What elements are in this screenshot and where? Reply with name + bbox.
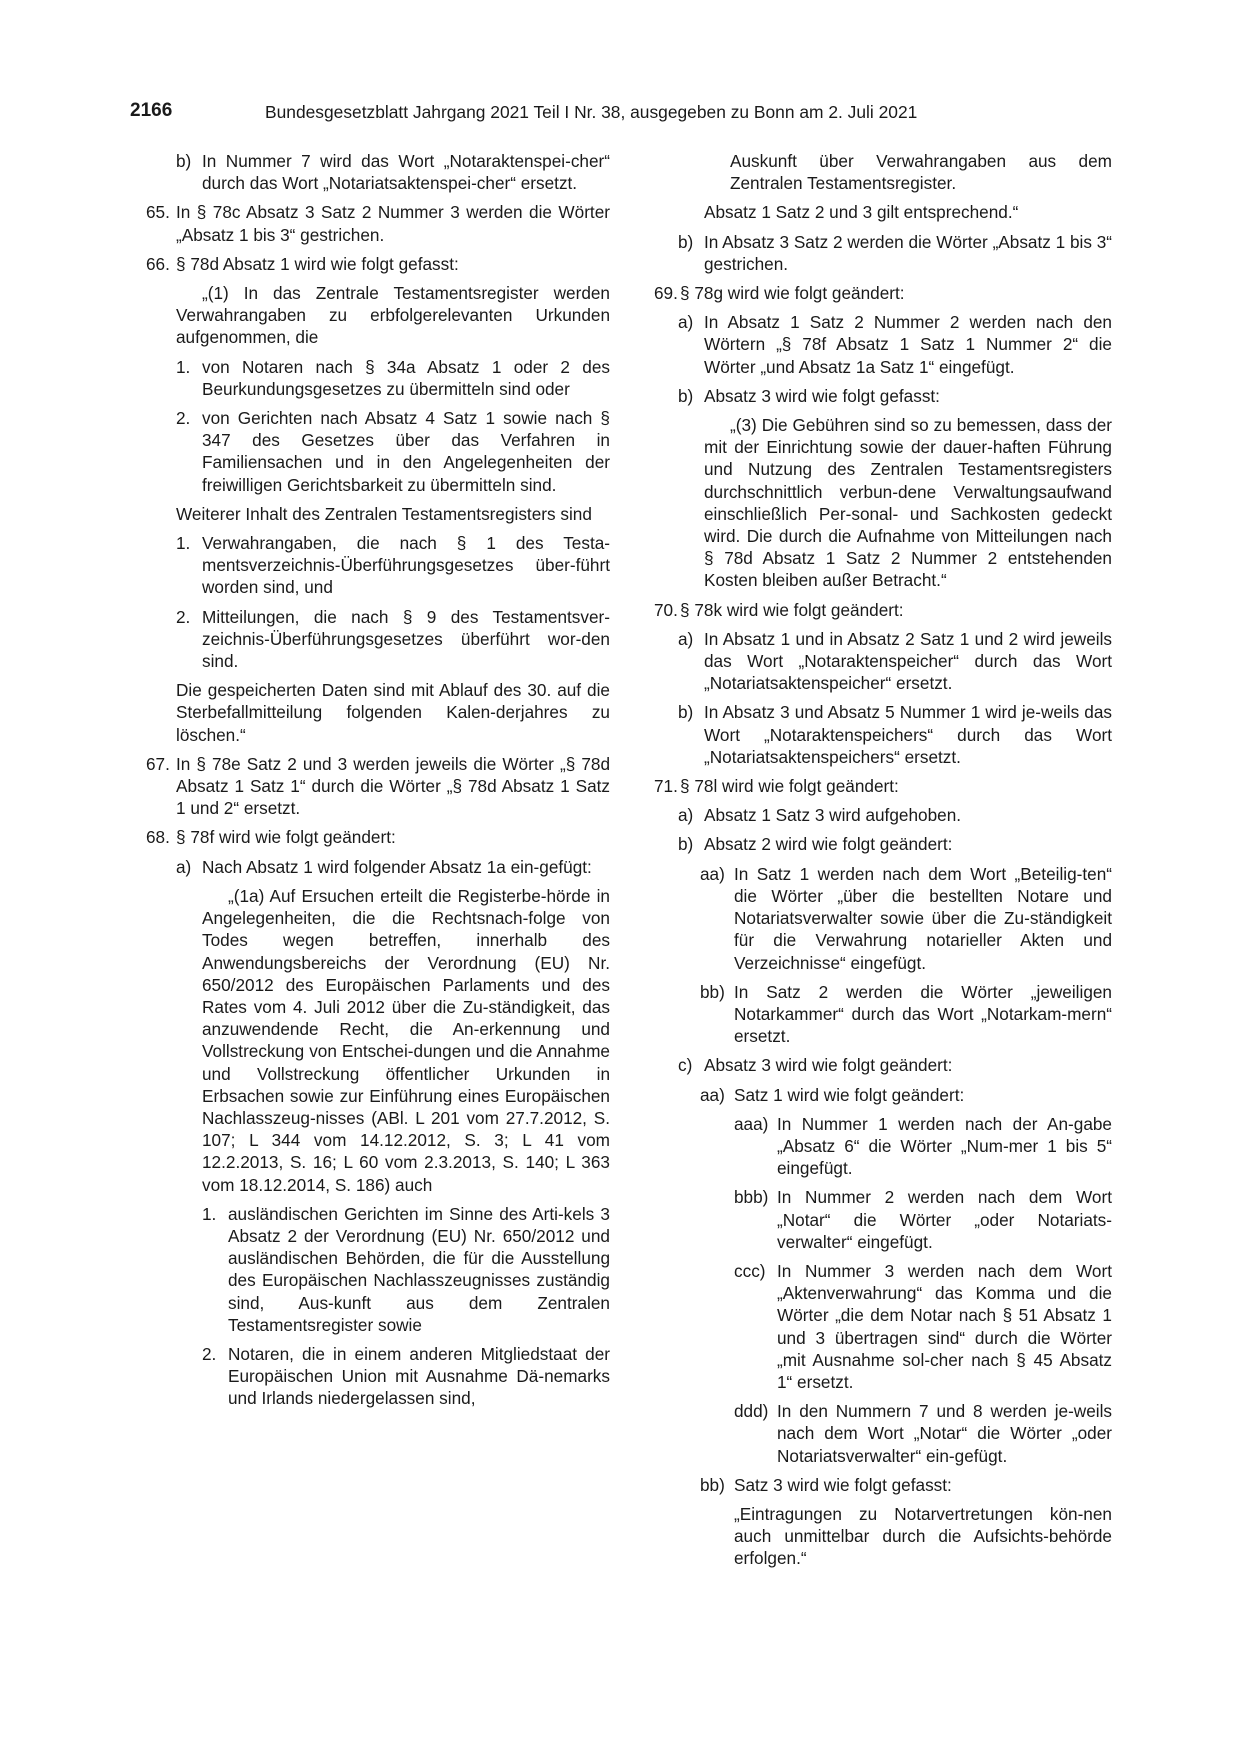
list-item — [146, 753, 610, 820]
list-item — [654, 599, 1112, 621]
item-text: In § 78e Satz 2 und 3 werden jeweils die Wörter „§ 78d Absatz 1 Satz 1“ durch die Wörter „§ 78d Absatz 1 Satz 1 und 2“ ersetzt. — [176, 753, 610, 819]
list-item — [654, 1186, 1112, 1253]
paragraph — [654, 201, 1112, 223]
item-label: a) — [176, 856, 192, 877]
item-label: aaa) — [734, 1113, 769, 1134]
item-label: 65. — [146, 202, 170, 223]
item-text: In Nummer 3 werden nach dem Wort „Aktenverwahrung“ das Komma und die Wörter „die dem Notar nach § 51 Absatz 1 und 3 übertragen sind“ durch die Wörter „mit Ausnahme sol-cher nach § 45 Absatz 1“ ersetzt. — [777, 1260, 1112, 1392]
item-label: 2. — [202, 1343, 217, 1364]
item-text: § 78k wird wie folgt geändert: — [680, 599, 904, 620]
item-text: Absatz 1 Satz 3 wird aufgehoben. — [704, 805, 962, 826]
item-label: 71. — [654, 776, 678, 797]
list-item — [146, 826, 610, 848]
item-text: In Satz 1 werden nach dem Wort „Beteilig-ten“ die Wörter „über die bestellten Notare und Notariatsverwalter sowie über die Zu-ständigkeit für die Verwahrung notarieller Akten und Verzeichnisse“ eingefügt. — [734, 863, 1112, 973]
left-column — [146, 150, 610, 1417]
item-label: 2. — [176, 408, 191, 429]
item-text: Notaren, die in einem anderen Mitgliedstaat der Europäischen Union mit Ausnahme Dä-nemarks und Irlands niedergelassen sind, — [228, 1343, 610, 1409]
paragraph — [146, 885, 610, 1196]
list-item — [654, 1400, 1112, 1467]
list-item — [654, 701, 1112, 768]
item-label: 66. — [146, 253, 170, 274]
item-text: In Satz 2 werden die Wörter „jeweiligen Notarkammer“ durch das Wort „Notarkam-mern“ ersetzt. — [734, 981, 1112, 1047]
list-item — [654, 804, 1112, 826]
item-text: „(1a) Auf Ersuchen erteilt die Registerbe-hörde in Angelegenheiten, die die Rechtsnach-folge von Todes wegen betreffen, innerhalb des Anwendungsbereichs der Verordnung (EU) Nr. 650/2012 des Europäischen Parlaments und des Rates vom 4. Juli 2012 über die Zu-ständigkeit, das anzuwendende Recht, die An-erkennung und Vollstreckung von Entschei-dungen und die Annahme und Vollstreckung öffentlicher Urkunden in Erbsachen sowie zur Einführung eines Europäischen Nachlasszeug-nisses (ABl. L 201 vom 27.7.2012, S. 107; L 344 vom 14.12.2012, S. 3; L 41 vom 12.2.2013, S. 16; L 60 vom 2.3.2013, S. 140; L 363 vom 18.12.2014, S. 186) auch — [202, 885, 610, 1195]
item-text: In Nummer 2 werden nach dem Wort „Notar“ die Wörter „oder Notariats-verwalter“ eingefügt. — [777, 1187, 1112, 1252]
list-item — [654, 628, 1112, 695]
paragraph — [654, 1503, 1112, 1570]
list-item — [654, 1084, 1112, 1106]
list-item — [654, 385, 1112, 407]
list-item — [654, 1260, 1112, 1393]
item-text: „(3) Die Gebühren sind so zu bemessen, dass der mit der Einrichtung sowie der dauer-haften Führung und Nutzung des Zentralen Testamentsregisters durchschnittlich verbun-dene Verwaltungsaufwand einschließlich Per-sonal- und Sachkosten gedeckt wird. Die durch die Aufnahme von Mitteilungen nach § 78d Absatz 1 Satz 2 Nummer 2 entstehenden Kosten bleiben außer Betracht.“ — [704, 415, 1112, 591]
list-item — [146, 856, 610, 878]
list-item — [146, 606, 610, 673]
item-text: Mitteilungen, die nach § 9 des Testamentsver-zeichnis-Überführungsgesetzes überführt wor-den sind. — [202, 606, 610, 672]
list-item — [146, 407, 610, 496]
list-item — [654, 775, 1112, 797]
item-label: 67. — [146, 753, 170, 774]
list-item — [654, 1474, 1112, 1496]
item-text: § 78f wird wie folgt geändert: — [176, 827, 396, 848]
item-label: 70. — [654, 599, 678, 620]
item-label: a) — [678, 805, 694, 826]
page-number: 2166 — [130, 100, 173, 121]
item-text: ausländischen Gerichten im Sinne des Arti-kels 3 Absatz 2 der Verordnung (EU) Nr. 650/2012 und ausländischen Behörden, die für die Ausstellung des Europäischen Nachlasszeugnisses zuständig sind, Aus-kunft aus dem Zentralen Testamentsregister sowie — [228, 1203, 610, 1335]
item-label: 1. — [176, 356, 191, 377]
item-label: b) — [678, 231, 694, 252]
item-text: In Absatz 1 und in Absatz 2 Satz 1 und 2 wird jeweils das Wort „Notaraktenspeicher“ durch das Wort „Notariatsaktenspeicher“ ersetzt. — [704, 628, 1112, 694]
item-text: Absatz 1 Satz 2 und 3 gilt entsprechend.“ — [704, 202, 1019, 223]
item-text: Auskunft über Verwahrangaben aus dem Zentralen Testamentsregister. — [730, 151, 1112, 194]
item-text: Satz 3 wird wie folgt gefasst: — [734, 1474, 952, 1495]
list-item — [654, 282, 1112, 304]
list-item — [654, 1113, 1112, 1180]
item-text: Absatz 3 wird wie folgt geändert: — [704, 1055, 953, 1076]
paragraph — [146, 679, 610, 746]
item-label: 68. — [146, 827, 170, 848]
list-item — [654, 1054, 1112, 1076]
list-item — [146, 150, 610, 194]
item-text: Verwahrangaben, die nach § 1 des Testa-mentsverzeichnis-Überführungsgesetzes über-führt worden sind, und — [202, 533, 610, 598]
list-item — [654, 833, 1112, 855]
item-label: 2. — [176, 606, 191, 627]
item-label: bb) — [700, 981, 725, 1002]
list-item — [146, 532, 610, 599]
list-item — [146, 1343, 610, 1410]
list-item — [146, 253, 610, 275]
item-text: § 78d Absatz 1 wird wie folgt gefasst: — [176, 253, 459, 274]
item-text: In Absatz 3 und Absatz 5 Nummer 1 wird je-weils das Wort „Notaraktenspeichers“ durch das Wort „Notariatsaktenspeichers“ ersetzt. — [704, 702, 1112, 767]
item-label: aa) — [700, 1084, 725, 1105]
item-label: bb) — [700, 1474, 725, 1495]
item-text: In Absatz 3 Satz 2 werden die Wörter „Absatz 1 bis 3“ gestrichen. — [704, 231, 1112, 274]
paragraph — [654, 414, 1112, 592]
list-item — [654, 231, 1112, 275]
item-label: a) — [678, 628, 694, 649]
list-item — [654, 311, 1112, 378]
item-label: aa) — [700, 863, 725, 884]
list-item — [146, 1203, 610, 1336]
paragraph — [146, 282, 610, 349]
item-label: ddd) — [734, 1401, 769, 1422]
item-text: Absatz 3 wird wie folgt gefasst: — [704, 385, 940, 406]
item-text: Satz 1 wird wie folgt geändert: — [734, 1084, 965, 1105]
item-label: b) — [176, 151, 192, 171]
item-text: Absatz 2 wird wie folgt geändert: — [704, 834, 953, 855]
item-text: § 78g wird wie folgt geändert: — [680, 283, 905, 304]
item-label: 1. — [202, 1203, 217, 1224]
item-label: 1. — [176, 533, 191, 554]
item-text: Nach Absatz 1 wird folgender Absatz 1a ein-gefügt: — [202, 856, 592, 877]
right-column — [654, 150, 1112, 1577]
list-item — [146, 356, 610, 400]
running-title: Bundesgesetzblatt Jahrgang 2021 Teil I Nr. 38, ausgegeben zu Bonn am 2. Juli 2021 — [265, 102, 918, 122]
item-text: Die gespeicherten Daten sind mit Ablauf des 30. auf die Sterbefallmitteilung folgenden Kalen-derjahres zu löschen.“ — [176, 680, 610, 745]
item-text: In § 78c Absatz 3 Satz 2 Nummer 3 werden die Wörter „Absatz 1 bis 3“ gestrichen. — [176, 202, 610, 245]
paragraph — [146, 503, 610, 525]
paragraph — [654, 150, 1112, 194]
item-text: In den Nummern 7 und 8 werden je-weils nach dem Wort „Notar“ die Wörter „oder Notariatsverwalter“ ein-gefügt. — [777, 1401, 1112, 1466]
item-text: von Notaren nach § 34a Absatz 1 oder 2 des Beurkundungsgesetzes zu übermitteln sind oder — [202, 356, 610, 399]
item-label: c) — [678, 1055, 693, 1076]
item-label: b) — [678, 834, 694, 855]
item-label: a) — [678, 312, 694, 333]
item-label: b) — [678, 702, 694, 723]
item-text: „(1) In das Zentrale Testamentsregister werden Verwahrangaben zu erbfolgerelevanten Urkunden aufgenommen, die — [176, 283, 610, 348]
item-text: In Nummer 7 wird das Wort „Notaraktenspei-cher“ durch das Wort „Notariatsaktenspei-cher“ ersetzt. — [202, 151, 610, 194]
item-text: In Nummer 1 werden nach der An-gabe „Absatz 6“ die Wörter „Num-mer 1 bis 5“ eingefügt. — [777, 1113, 1112, 1179]
list-item — [654, 981, 1112, 1048]
item-text: § 78l wird wie folgt geändert: — [680, 776, 899, 797]
item-label: ccc) — [734, 1260, 766, 1281]
item-label: b) — [678, 385, 694, 406]
item-text: Weiterer Inhalt des Zentralen Testamentsregisters sind — [176, 503, 592, 524]
item-text: von Gerichten nach Absatz 4 Satz 1 sowie nach § 347 des Gesetzes über das Verfahren in Familiensachen und in den Angelegenheiten der freiwilligen Gerichtsbarkeit zu übermitteln sind. — [202, 408, 610, 495]
item-label: 69. — [654, 283, 678, 304]
item-text: In Absatz 1 Satz 2 Nummer 2 werden nach den Wörtern „§ 78f Absatz 1 Satz 1 Nummer 2“ die Wörter „und Absatz 1a Satz 1“ eingefügt. — [704, 312, 1112, 377]
list-item — [654, 863, 1112, 974]
list-item — [146, 201, 610, 245]
item-label: bbb) — [734, 1187, 769, 1208]
item-text: „Eintragungen zu Notarvertretungen kön-nen auch unmittelbar durch die Aufsichts-behörde erfolgen.“ — [734, 1503, 1112, 1569]
page-header — [130, 100, 1110, 126]
